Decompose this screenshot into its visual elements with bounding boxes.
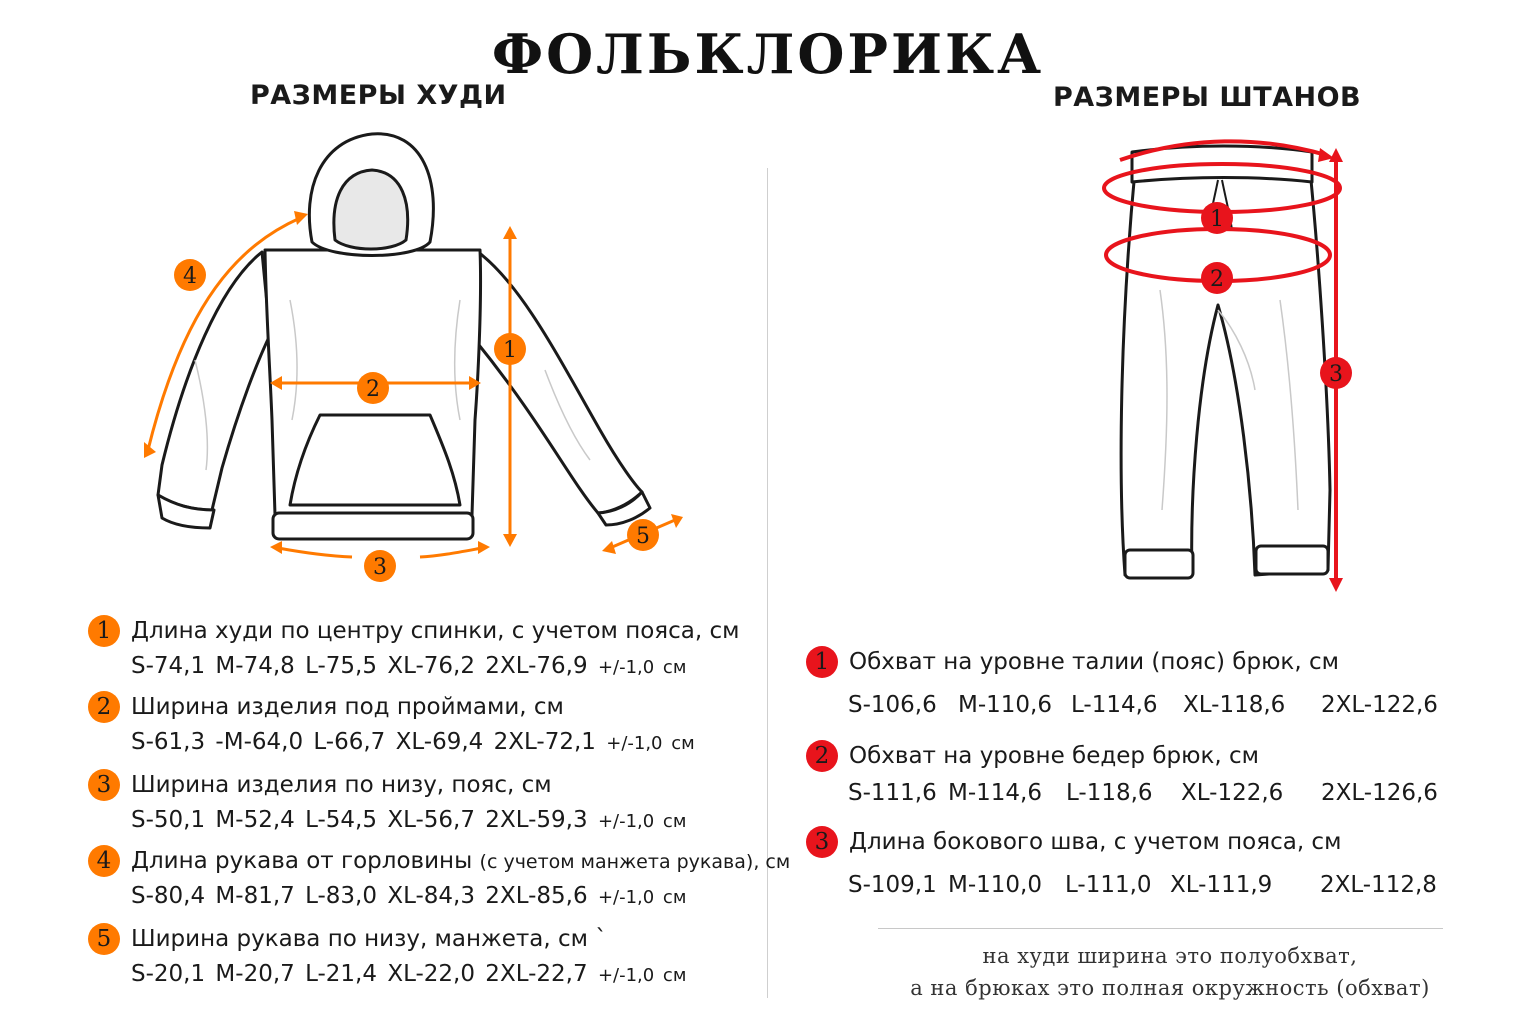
- measure-label: Длина рукава от горловины (с учетом манжета рукава), см: [131, 848, 791, 874]
- pants-measurements: [806, 646, 1456, 898]
- hoodie-waistband: [273, 513, 473, 539]
- hoodie-hood-opening: [334, 170, 408, 249]
- pants-measure-3: [806, 826, 1456, 898]
- measure-values: S-74,1 M-74,8 L-75,5 XL-76,2 2XL-76,9: [131, 653, 588, 679]
- svg-text:5: 5: [636, 524, 650, 549]
- measure-label: Обхват на уровне бедер брюк, см: [849, 743, 1259, 769]
- footnote: [870, 940, 1470, 1004]
- pants-right-cuff: [1256, 546, 1328, 574]
- measure-label: Длина худи по центру спинки, с учетом пояса, см: [131, 618, 740, 644]
- measure-badge: 2: [806, 740, 838, 772]
- pants-section-title: РАЗМЕРЫ ШТАНОВ: [1053, 82, 1362, 113]
- measure-values: S-61,3 -M-64,0 L-66,7 XL-69,4 2XL-72,1: [131, 729, 596, 755]
- brand-logo: ФОЛЬКЛОРИКА: [491, 22, 1045, 86]
- footnote-divider: [878, 928, 1443, 929]
- footnote-line-2: а на брюках это полная окружность (обхват): [910, 976, 1430, 1000]
- measure-badge: 1: [806, 646, 838, 678]
- measure-tolerance: +/-1,0 см: [597, 657, 687, 678]
- measure-badge: 1: [88, 615, 120, 647]
- hoodie-measure-4: [88, 845, 791, 909]
- svg-text:2: 2: [366, 377, 380, 402]
- measure-tolerance: +/-1,0 см: [597, 811, 687, 832]
- hoodie-arrow-hem-right: [420, 548, 482, 557]
- measure-label: Ширина изделия под проймами, см: [131, 694, 564, 720]
- svg-text:2: 2: [1210, 267, 1224, 292]
- svg-text:1: 1: [503, 338, 517, 363]
- hoodie-measure-3: [88, 769, 758, 833]
- measure-tolerance: +/-1,0 см: [606, 733, 695, 754]
- hoodie-measure-5: [88, 923, 758, 987]
- pants-left-cuff: [1125, 550, 1193, 578]
- pants-diagram: [1090, 130, 1360, 595]
- svg-text:3: 3: [373, 555, 387, 580]
- measure-badge: 4: [88, 845, 120, 877]
- svg-text:1: 1: [1210, 207, 1224, 232]
- measure-tolerance: +/-1,0 см: [597, 887, 687, 908]
- footnote-line-1: на худи ширина это полуобхват,: [982, 944, 1358, 968]
- hoodie-measure-2: [88, 691, 758, 755]
- svg-text:3: 3: [1329, 362, 1343, 387]
- hoodie-measure-1: [88, 615, 758, 679]
- svg-text:4: 4: [183, 264, 197, 289]
- pants-measure-1: [806, 646, 1456, 718]
- measure-label: Ширина рукава по низу, манжета, см `: [131, 926, 607, 952]
- measure-label: Обхват на уровне талии (пояс) брюк, см: [849, 649, 1339, 675]
- hoodie-diagram: [130, 120, 700, 595]
- measure-values: S-111,6 M-114,6 L-118,6 XL-122,6 2XL-126,6: [848, 780, 1438, 806]
- measure-values: S-80,4 M-81,7 L-83,0 XL-84,3 2XL-85,6: [131, 883, 588, 909]
- hoodie-measurements: [88, 615, 791, 987]
- measure-tolerance: +/-1,0 см: [597, 965, 687, 986]
- measure-values: S-109,1 M-110,0 L-111,0 XL-111,9 2XL-112,8: [848, 872, 1437, 898]
- pants-measure-2: [806, 740, 1456, 806]
- measure-badge: 3: [806, 826, 838, 858]
- measure-values: S-20,1 M-20,7 L-21,4 XL-22,0 2XL-22,7: [131, 961, 588, 987]
- measure-badge: 3: [88, 769, 120, 801]
- hoodie-right-sleeve: [475, 252, 642, 513]
- measure-badge: 5: [88, 923, 120, 955]
- measure-label: Длина бокового шва, с учетом пояса, см: [849, 829, 1342, 855]
- measure-label: Ширина изделия по низу, пояс, см: [131, 772, 552, 798]
- hoodie-pocket: [290, 415, 460, 505]
- hoodie-section-title: РАЗМЕРЫ ХУДИ: [250, 80, 507, 111]
- measure-values: S-106,6 M-110,6 L-114,6 XL-118,6 2XL-122,6: [848, 692, 1438, 718]
- measure-badge: 2: [88, 691, 120, 723]
- measure-values: S-50,1 M-52,4 L-54,5 XL-56,7 2XL-59,3: [131, 807, 588, 833]
- hoodie-arrow-hem-left: [278, 548, 352, 557]
